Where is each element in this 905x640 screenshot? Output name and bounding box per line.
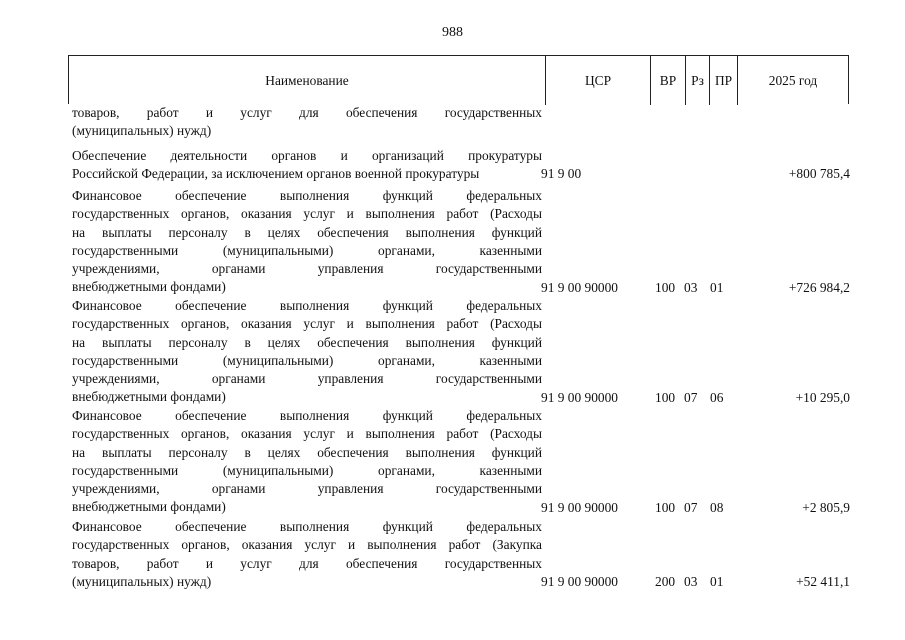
row-name-line: товаров, работ и услуг для обеспечения государственных <box>72 555 542 571</box>
row-name-line: Финансовое обеспечение выполнения функций федеральных <box>72 188 542 203</box>
row-name <box>72 187 542 297</box>
row-name-line: Российской Федерации, за исключением органов военной прокуратуры <box>72 166 480 182</box>
row-vr: 100 <box>655 279 676 295</box>
row-name-line: на выплаты персоналу в целях обеспечения выполнения функций <box>72 224 542 240</box>
row-name <box>72 407 542 517</box>
header-year: 2025 год <box>768 72 818 88</box>
header-name: Наименование <box>69 56 546 105</box>
header-pr: ПР <box>710 56 738 105</box>
row-name-line: на выплаты персоналу в целях обеспечения выполнения функций <box>72 444 542 460</box>
row-name-line: учреждениями, органами управления государственными <box>72 261 542 277</box>
row-name-line: государственными (муниципальными) органами, казенными <box>72 242 542 258</box>
row-name-line: учреждениями, органами управления государственными <box>72 481 542 497</box>
row-name-line: на выплаты персоналу в целях обеспечения выполнения функций <box>72 334 542 350</box>
row-name <box>72 518 542 591</box>
header-rz: Рз <box>686 56 710 105</box>
row-name-line: товаров, работ и услуг для обеспечения государственных <box>72 105 542 120</box>
row-name-line: государственных органов, оказания услуг и выполнения работ (Закупка <box>72 537 542 553</box>
row-name-line: Финансовое обеспечение выполнения функций федеральных <box>72 408 542 423</box>
row-name-line: Обеспечение деятельности органов и организаций прокуратуры <box>72 148 542 163</box>
table-row <box>72 147 850 184</box>
row-csr: 91 9 00 90000 <box>541 499 618 515</box>
row-rz: 03 <box>684 573 698 589</box>
row-name-line: учреждениями, органами управления государственными <box>72 371 542 387</box>
row-csr: 91 9 00 90000 <box>541 279 618 295</box>
row-amount: +52 411,1 <box>796 573 850 589</box>
table-row <box>72 518 850 591</box>
row-csr: 91 9 00 90000 <box>541 389 618 405</box>
header-vr: ВР <box>651 56 686 105</box>
header-csr: ЦСР <box>546 56 651 105</box>
row-pr: 01 <box>710 279 724 295</box>
row-name-line: государственных органов, оказания услуг и выполнения работ (Расходы <box>72 206 542 222</box>
row-rz: 03 <box>684 279 698 295</box>
row-name-line: Финансовое обеспечение выполнения функций федеральных <box>72 519 542 534</box>
row-name-line: внебюджетными фондами) <box>72 279 226 295</box>
row-amount: +800 785,4 <box>788 166 850 182</box>
row-name-line: Финансовое обеспечение выполнения функций федеральных <box>72 298 542 313</box>
row-name-line: государственными (муниципальными) органами, казенными <box>72 352 542 368</box>
row-name-line: (муниципальных) нужд) <box>72 573 212 589</box>
row-vr: 100 <box>655 499 676 515</box>
row-name-line: государственных органов, оказания услуг и выполнения работ (Расходы <box>72 426 542 442</box>
row-name-line: (муниципальных) нужд) <box>72 123 212 139</box>
row-rz: 07 <box>684 389 698 405</box>
row-pr: 08 <box>710 499 724 515</box>
page-number: 988 <box>442 25 463 40</box>
row-name <box>72 104 542 141</box>
row-rz: 07 <box>684 499 698 515</box>
table-row <box>72 187 850 297</box>
table-row <box>72 104 850 141</box>
row-name <box>72 297 542 407</box>
row-vr: 200 <box>655 573 676 589</box>
row-name-line: государственными (муниципальными) органами, казенными <box>72 462 542 478</box>
row-pr: 06 <box>710 389 724 405</box>
row-csr: 91 9 00 <box>541 166 582 182</box>
row-name <box>72 147 542 184</box>
row-pr: 01 <box>710 573 724 589</box>
row-amount: +10 295,0 <box>795 389 850 405</box>
table-row <box>72 407 850 517</box>
table-header <box>68 55 849 104</box>
table-row <box>72 297 850 407</box>
row-name-line: внебюджетными фондами) <box>72 389 226 405</box>
row-amount: +726 984,2 <box>788 279 850 295</box>
row-vr: 100 <box>655 389 676 405</box>
row-name-line: внебюджетными фондами) <box>72 499 226 515</box>
row-name-line: государственных органов, оказания услуг и выполнения работ (Расходы <box>72 316 542 332</box>
row-csr: 91 9 00 90000 <box>541 573 618 589</box>
row-amount: +2 805,9 <box>802 499 850 515</box>
